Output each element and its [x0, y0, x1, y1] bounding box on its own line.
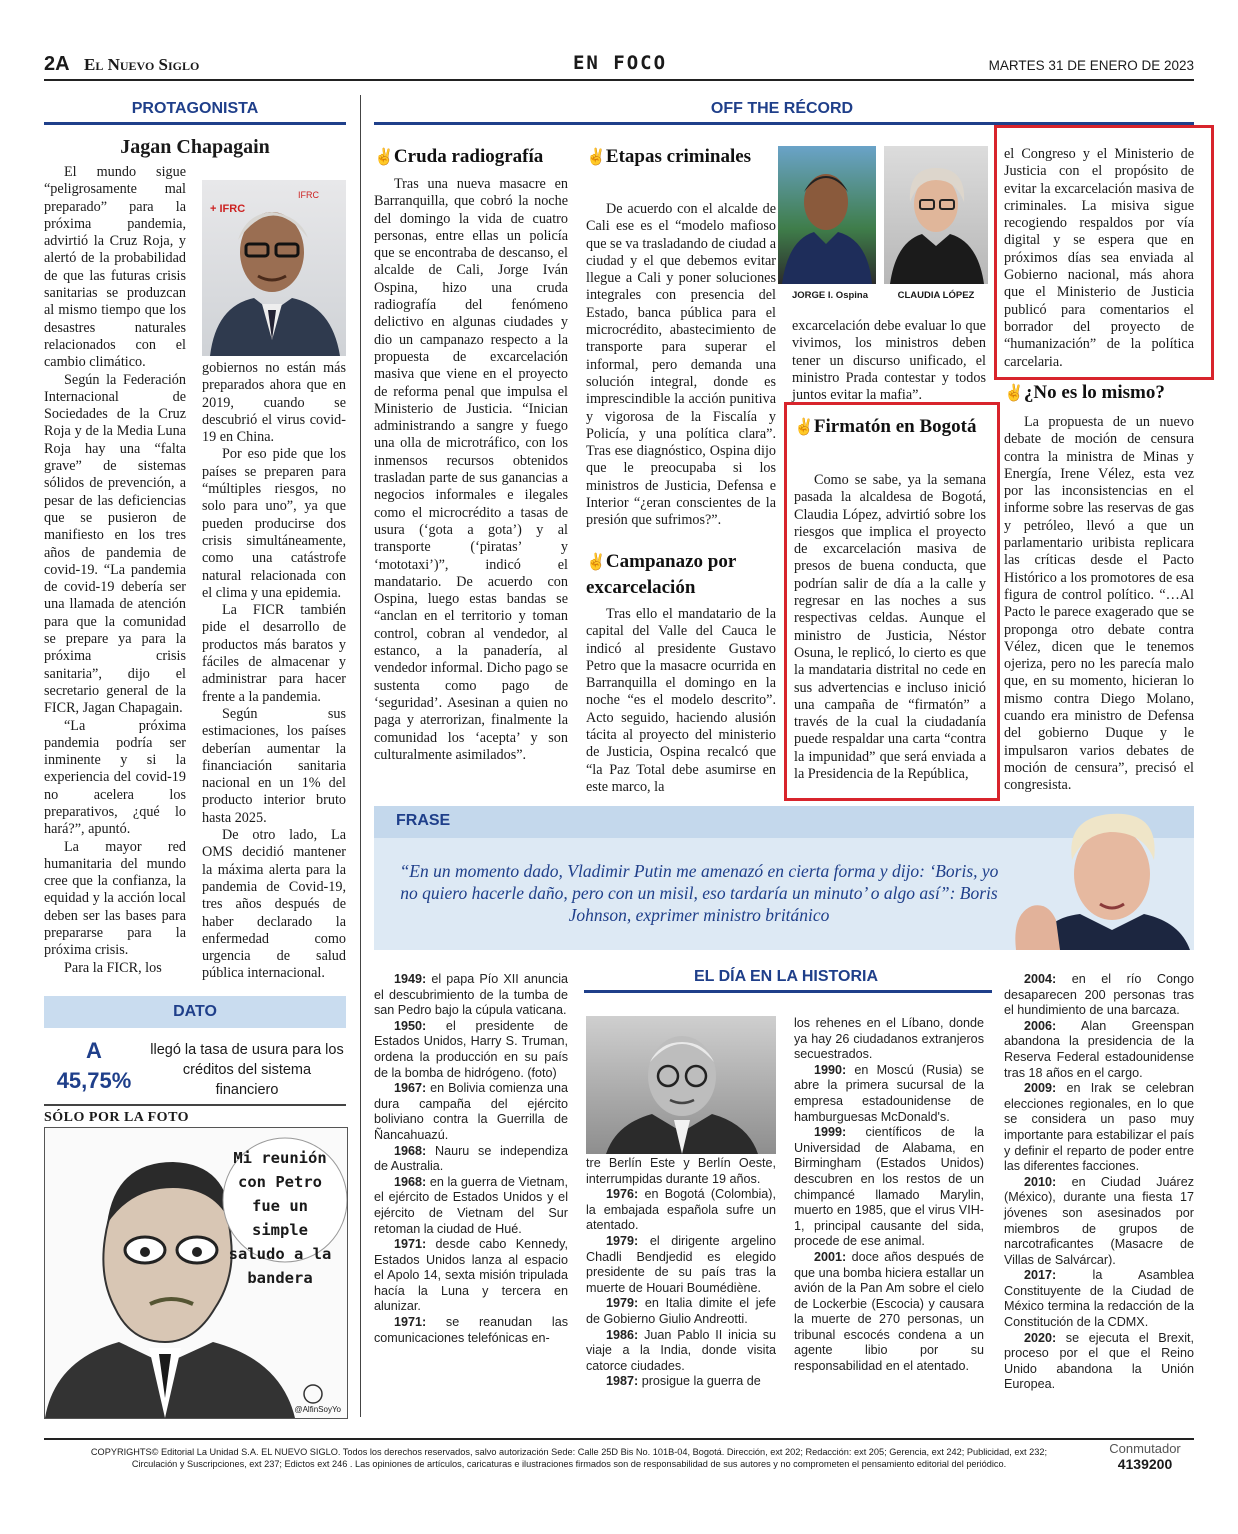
historia-rule: [584, 990, 992, 993]
dato-header: [44, 996, 346, 1028]
firmaton-body: Como se sabe, ya la semana pasada la alcaldesa de Bogotá, Claudia López, advirtió sobre los riesgos que implica el proyecto de excarcelación masiva de presos de buena conducta, que podrían salir de día a la calle y regresar en las noches a sus respectivas celdas. Aunque el ministro de Justicia, Néstor Osuna, le replicó, lo cierto es que la mandataria distrital no cede en sus advertencias e incluso inició una campaña de “firmatón” a través de la cual la ciudadanía puede respaldar una carta “contra la impunidad” que será enviada a la Presidencia de la República,: [794, 472, 986, 783]
header-rule: [44, 79, 1194, 81]
historia-col4: [1004, 972, 1194, 1393]
frase-label: FRASE: [396, 812, 451, 829]
footer-rule: [44, 1438, 1194, 1440]
nolomismo-body: La propuesta de un nuevo debate de moción de censura contra la ministra de Minas y Energía, Irene Vélez, esta vez por las inconsistencias en el informe sobre las reservas de gas y petróleo, llevó a que un parlamentario uribista replicara las críticas desde el Pacto Histórico a los promotores de esa figura de control político. “…Al Pacto le parece exagerado que se proponga otro debate contra Vélez, dicen que le tenemos ojeriza, pero no les parecía malo que, en su momento, hicieran lo mismo contra Diego Molano, cuando era ministro de Defensa del gobierno Duque y le impulsaron varios debates de moción de censura”, precisó el congresista.: [1004, 414, 1194, 794]
dato-label: DATO: [173, 1003, 217, 1020]
footer-line2: Circulación y Suscripciones, ext 237; Edictos ext 246 . Las opiniones de artículos, caricaturas e ilustraciones firmados son de responsabilidad de sus autores y no comprometen el pensamiento editorial del periódico.: [131, 1459, 1007, 1469]
historia-col1: [374, 972, 568, 1346]
history-entry: 1968: en la guerra de Vietnam, el ejército de Estados Unidos y el ejército de Vietnam del Sur retoman la ciudad de Hué.: [374, 1174, 568, 1236]
history-entry: 1986: Juan Pablo II inicia su viaje a la India, donde visita catorce ciudades.: [586, 1327, 776, 1373]
history-entry: 1950: el presidente de Estados Unidos, Harry S. Truman, ordena la producción en su país de la bomba de hidrógeno. (foto): [374, 1018, 568, 1080]
history-entry: los rehenes en el Líbano, donde ya hay 26 ciudadanos extranjeros secuestrados.: [794, 1016, 984, 1062]
page-number: 2A: [44, 53, 70, 75]
historia-label: EL DÍA EN LA HISTORIA: [693, 968, 878, 985]
historia-col2: [586, 1156, 776, 1390]
svg-text:+ IFRC: + IFRC: [210, 203, 246, 215]
firmaton-title: ✌Firmatón en Bogotá: [794, 416, 977, 437]
protagonista-col1: El mundo sigue “peligrosamente mal preparado” para la próxima pandemia, advirtió la Cruz Roja, y alertó de la probabilidad de que las futuras crisis sanitarias se produzcan al mismo tiempo que los desastres naturales relacionados con el cambio climático. Según la Federación Internacional de Sociedades de la Cruz Roja y de la Media Luna Roja hay una “falta grave” de sistemas sólidos de prevención, a pesar de las deficiencias que se pusieron de manifiesto en los tres años de pandemia de covid-19. “La pandemia de covid-19 debería ser una llamada de atención para que la comunidad se prepare ya para la próxima crisis sanitaria”, dijo el secretario general de la FICR, Jagan Chapagain. “La próxima pandemia podría ser inminente y si la experiencia del covid-19 no acelera los preparativos, ¿qué lo hará?”, apuntó. La mayor red humanitaria del mundo cree que la confianza, la equidad y la acción local deben ser las bases para prepararse para la próxima crisis. Para la FICR, los: [44, 164, 186, 976]
solo-foto-rule: [44, 1104, 346, 1106]
protagonista-name: Jagan Chapagain: [120, 136, 270, 158]
history-entry: 2020: se ejecuta el Brexit, proceso por el que el Reino Unido abandona la Unión Europea.: [1004, 1330, 1194, 1392]
lopez-photo: [884, 146, 988, 284]
caricature-credit: @AlfinSoyYo: [294, 1405, 341, 1414]
history-entry: 1967: en Bolivia comienza una dura campaña del ejército boliviano contra la Guerrilla de Ñancahuazú.: [374, 1081, 568, 1142]
dato-value: 45,75%: [56, 1068, 132, 1093]
history-entry: 1979: en Italia dimite el jefe de Gobierno Giulio Andreotti.: [586, 1296, 776, 1326]
conmutador-number: 4139200: [1117, 1456, 1173, 1472]
solo-foto-label: SÓLO POR LA FOTO: [44, 1110, 190, 1125]
hand-icon: ✌: [374, 149, 394, 166]
history-entry: 2004: en el río Congo desaparecen 200 personas tras el hundimiento de una barcaza.: [1004, 972, 1194, 1018]
campanazo-cont: excarcelación debe evaluar lo que vivimos, los ministros deben tener un discurso unificado, el ministro Prada contestar y todos juntos evitar la mafia”.: [792, 318, 986, 404]
nolomismo-title: ✌¿No es lo mismo?: [1004, 382, 1165, 403]
frase-quote: “En un momento dado, Vladimir Putin me amenazó en cierta forma y dijo: ‘Boris, yo no quiero hacerle daño, pero con un misil, eso tardaría un minuto’ o algo así”: Boris Johnson, exprimer ministro británico: [399, 861, 999, 925]
caricature: [44, 1127, 348, 1419]
page-date: MARTES 31 DE ENERO DE 2023: [988, 58, 1194, 73]
history-entry: 1987: prosigue la guerra de: [606, 1374, 761, 1389]
history-entry: 2017: la Asamblea Constituyente de la Ciudad de México termina la redacción de la Constitución de la CDMX.: [1004, 1268, 1194, 1330]
chapagain-photo: [202, 180, 346, 356]
ospina-caption: JORGE I. Ospina: [791, 290, 869, 301]
history-entry: 1999: científicos de la Universidad de Alabama, en Birmingham (Estados Unidos) descubren en los restos de un chimpancé llamado Marylin, muerto en 1985, que el virus VIH-1, principal causante del sida, procede de ese animal.: [794, 1125, 984, 1249]
hand-icon: ✌: [794, 419, 814, 436]
history-entry: 1971: se reanudan las comunicaciones telefónicas en-: [374, 1315, 568, 1345]
history-entry: 2001: doce años después de que una bomba hiciera estallar un avión de la Pan Am sobre el cielo de Lockerbie (Escocia) y causara la muerte de 270 personas, un tribunal escocés condena a un agente libio por su responsabilidad en el atentado.: [794, 1249, 984, 1374]
cruda-body: Tras una nueva masacre en Barranquilla, que cobró la noche del domingo la vida de cuatro personas, entre ellas un policía que se encontraba de descanso, el alcalde de Cali, Jorge Iván Ospina, hizo una cruda radiografía del fenómeno delictivo en algunas ciudades y dio un campanazo respecto a la propuesta de excarcelación masiva que viene en el proyecto de reforma penal que impulsa el Ministerio de Justicia. “Inician administrando a sangre y fuego una olla de microtráfico, con los inmensos recursos obtenidos trasladan parte de sus ganancias a negocios informales e ilegales como el microcrédito a tasas de usura (‘gota a gota’) y al transporte (‘piratas’ y ‘mototaxi’)”, indicó el mandatario. De acuerdo con Ospina, luego estas bandas se “anclan en el territorio y toman control, cobran al vendedor, al estanco, a la panadería, al vendedor informal. Dicho pago se sustenta como pago de ‘seguridad’. Asesinan a quien no paga y aterrorizan, finalmente la comunidad los ‘acepta’ y son culturalmente asimilados”.: [374, 176, 568, 763]
history-entry: tre Berlín Este y Berlín Oeste, interrumpidas durante 19 años.: [586, 1156, 776, 1186]
column-divider: [360, 95, 361, 1417]
history-entry: 1949: el papa Pío XII anuncia el descubrimiento de la tumba de san Pedro bajo la cúpula vaticana.: [374, 972, 568, 1018]
history-entry: 1990: en Moscú (Rusia) se abre la primera sucursal de la empresa estadounidense de hamburguesas McDonald's.: [794, 1062, 984, 1124]
historia-col3: [794, 1016, 984, 1375]
ospina-photo: [778, 146, 876, 284]
history-entry: 1976: en Bogotá (Colombia), la embajada española sufre un atentado.: [586, 1187, 776, 1233]
dato-text: llegó la tasa de usura para los créditos del sistema financiero: [150, 1042, 344, 1098]
frase-box: [374, 806, 1194, 950]
lopez-caption: CLAUDIA LÓPEZ: [897, 290, 975, 301]
masthead: El Nuevo Siglo: [84, 55, 200, 74]
protagonista-rule: [44, 122, 346, 125]
truman-photo: [586, 1016, 776, 1154]
hand-icon: ✌: [586, 149, 606, 166]
history-entry: 1968: Nauru se independiza de Australia.: [374, 1143, 568, 1174]
campanazo-body: Tras ello el mandatario de la capital del Valle del Cauca le indicó al presidente Gustavo Petro que la masacre ocurrida en Barranquilla el domingo en la noche “es el modelo descrito”. Acto seguido, haciendo alusión tácita al proyecto del ministerio de Justicia, Ospina recalcó que “la Paz Total debe asumirse en este marco, la: [586, 606, 776, 795]
dato-prefix: A: [86, 1038, 102, 1063]
etapas-title: ✌Etapas criminales: [586, 146, 752, 167]
caricature-bubble: Mi reunión con Petro fue un simple saludo a la bandera: [228, 1149, 332, 1287]
hand-icon: ✌: [586, 554, 606, 571]
footer-line1: COPYRIGHTS© Editorial La Unidad S.A. EL NUEVO SIGLO. Todos los derechos reservados, salvo autorización Sede: Calle 25D Bis No. 101B-04, Bogotá. Dirección, ext 202; Redacción: ext 205; Gerencia, ext 242; Publicidad, ext 232;: [90, 1447, 1048, 1457]
history-entry: 2006: Alan Greenspan abandona la presidencia de la Reserva Federal estadounidense tras 18 años en el cargo.: [1004, 1018, 1194, 1080]
protagonista-col2: gobiernos no están más preparados ahora que en 2019, cuando se descubrió el virus covid-19 en China. Por eso pide que los países se preparen para “múltiples riesgos, no solo para uno”, ya que pueden producirse dos crisis simultáneamente, como una catástrofe natural relacionada con el clima y una epidemia. La FICR también pide el desarrollo de productos más baratos y fáciles de almacenar y administrar para hacer frente a la pandemia. Según sus estimaciones, los países deberían aumentar la financiación sanitaria nacional en un 1% del producto interior bruto hasta 2025. De otro lado, La OMS decidió mantener la máxima alerta para la pandemia de Covid-19, tres años después de haber declarado la enfermedad como urgencia de salud pública internacional.: [202, 360, 346, 982]
offrecord-label: OFF THE RÉCORD: [710, 100, 854, 117]
etapas-body: De acuerdo con el alcalde de Cali ese es el “modelo mafioso que se va trasladando de ciudad a ciudad y el que debemos evitar llegue a Cali y poner soluciones integrales con presencia del Estado, banca pública para el microcrédito, abastecimiento de transporte para superar el informal, pero demanda una solución integral, donde es imprescindible la acción punitiva y vigorosa de la Fiscalía y Policía, y una política clara”. Tras ese diagnóstico, Ospina dijo que le preocupaba si los ministros de Justicia, Defensa e Interior “¿eran conscientes de la presión que sufrimos?”.: [586, 201, 776, 529]
firmaton-cont: el Congreso y el Ministerio de Justicia con el propósito de evitar la excarcelación masiva de criminales. La misiva sigue recogiendo respaldos por vía digital y se espera que en próximos días sea enviada al Gobierno nacional, más ahora que el Ministerio de Justicia publicó para comentarios el borrador del proyecto de “humanización” de la política carcelaria.: [1004, 146, 1194, 370]
johnson-photo: [1004, 806, 1194, 950]
protagonista-label: PROTAGONISTA: [131, 100, 259, 117]
section-title: EN FOCO: [572, 52, 668, 74]
conmutador-label: Conmutador: [1109, 1441, 1181, 1456]
history-entry: 1971: desde cabo Kennedy, Estados Unidos lanza al espacio el Apolo 14, sexta misión tripulada hacía la Luna y tercera en alunizar.: [374, 1237, 568, 1314]
cruda-title: ✌Cruda radiografía: [374, 146, 544, 167]
hand-icon: ✌: [1004, 385, 1024, 402]
history-entry: 2009: en Irak se celebran elecciones regionales, en lo que se considera un paso muy importante para estabilizar el país y definir el reparto de poder entre las diferentes facciones.: [1004, 1081, 1194, 1174]
history-entry: 1979: el dirigente argelino Chadli Bendjedid es elegido presidente de su país tras la muerte de Houari Boumédiène.: [586, 1233, 776, 1295]
history-entry: 2010: en Ciudad Juárez (México), durante una fiesta 17 jóvenes son asesinados por miembros de grupos de narcotraficantes (Masacre de Villas de Salvárcar).: [1004, 1174, 1194, 1267]
campanazo-title: ✌Campanazo por excarcelación: [586, 551, 736, 598]
svg-text:IFRC: IFRC: [298, 190, 319, 200]
